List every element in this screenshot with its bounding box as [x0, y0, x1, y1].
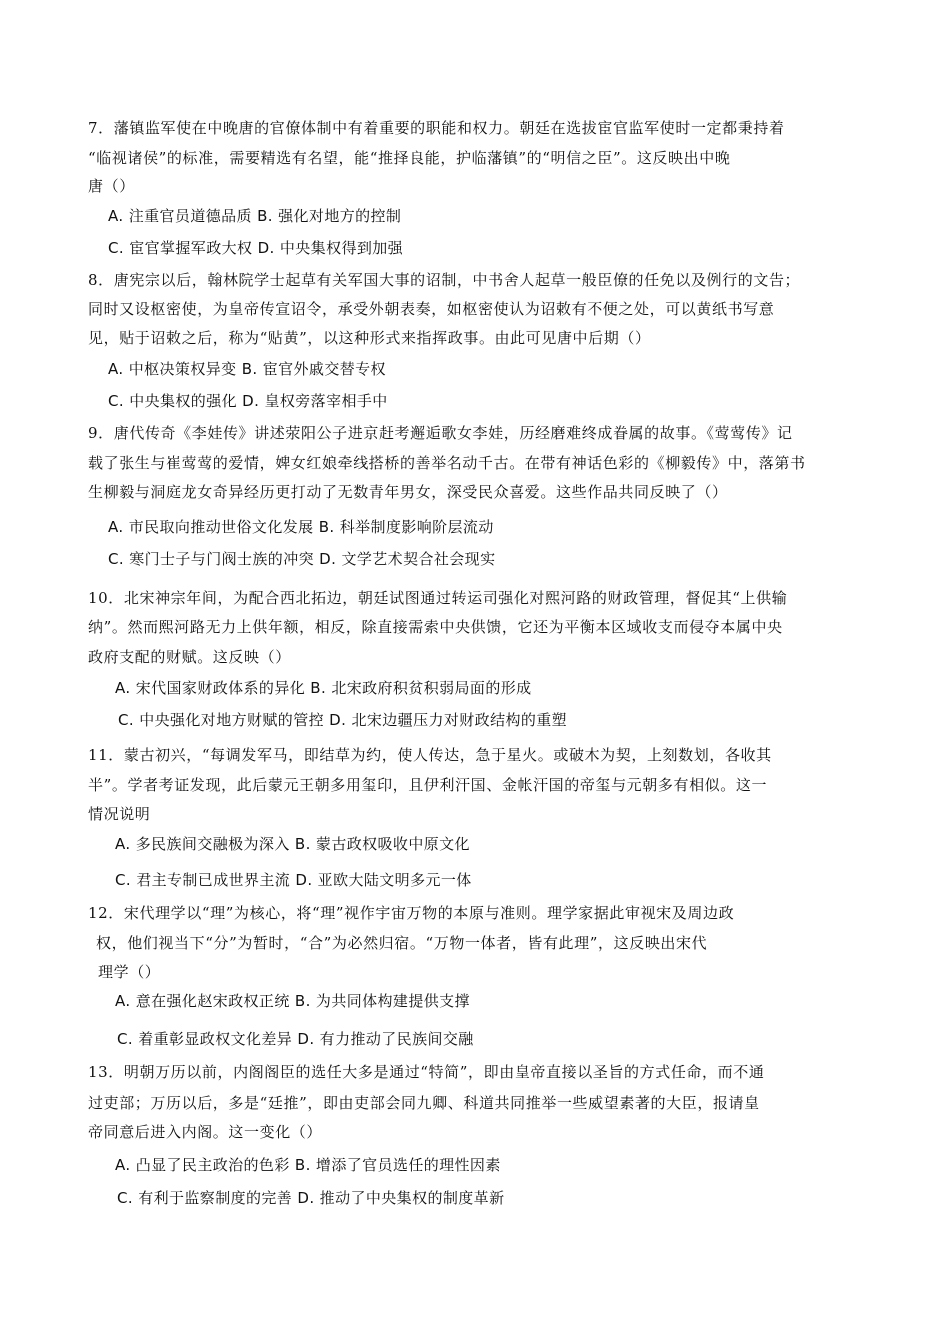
- answer-options-row: C. 宦官掌握军政大权 D. 中央集权得到加强: [108, 239, 404, 257]
- answer-options-row: C. 中央强化对地方财赋的管控 D. 北宋边疆压力对财政结构的重塑: [118, 711, 568, 729]
- answer-options-row: A. 凸显了民主政治的色彩 B. 增添了官员选任的理性因素: [115, 1156, 501, 1174]
- answer-options-row: C. 中央集权的强化 D. 皇权旁落宰相手中: [108, 392, 388, 410]
- question-text-line: 8．唐宪宗以后，翰林院学士起草有关军国大事的诏制，中书舍人起草一般臣僚的任免以及例行的文告；: [88, 271, 801, 289]
- question-text-line: 理学（）: [98, 963, 161, 981]
- question-text-line: 政府支配的财赋。这反映（）: [88, 648, 291, 666]
- question-text-line: 过吏部；万历以后，多是“廷推”，即由吏部会同九卿、科道共同推举一些威望素著的大臣，报请皇: [88, 1094, 760, 1112]
- question-text-line: 情况说明: [88, 805, 151, 823]
- answer-options-row: C. 君主专制已成世界主流 D. 亚欧大陆文明多元一体: [115, 871, 472, 889]
- question-text-line: 同时又设枢密使，为皇帝传宣诏令，承受外朝表奏，如枢密使认为诏敕有不便之处，可以黄纸书写意: [88, 300, 775, 318]
- question-text-line: 帝同意后进入内阁。这一变化（）: [88, 1123, 323, 1141]
- answer-options-row: C. 寒门士子与门阀士族的冲突 D. 文学艺术契合社会现实: [108, 550, 496, 568]
- question-text-line: “临视诸侯”的标准，需要精选有名望，能“推择良能，护临藩镇”的“明信之臣”。这反映出中晚: [88, 149, 731, 167]
- answer-options-row: A. 中枢决策权异变 B. 宦官外戚交替专权: [108, 360, 386, 378]
- question-text-line: 12．宋代理学以“理”为核心，将“理”视作宇宙万物的本原与准则。理学家据此审视宋及周边政: [88, 904, 735, 922]
- question-text-line: 权，他们视当下“分”为暂时，“合”为必然归宿。“万物一体者，皆有此理”，这反映出宋代: [96, 934, 708, 952]
- answer-options-row: C. 有利于监察制度的完善 D. 推动了中央集权的制度革新: [117, 1189, 505, 1207]
- answer-options-row: A. 市民取向推动世俗文化发展 B. 科举制度影响阶层流动: [108, 518, 494, 536]
- question-text-line: 13．明朝万历以前，内阁阁臣的选任大多是通过“特简”，即由皇帝直接以圣旨的方式任命，而不通: [88, 1063, 765, 1081]
- question-text-line: 生柳毅与洞庭龙女奇异经历更打动了无数青年男女，深受民众喜爱。这些作品共同反映了（）: [88, 483, 728, 501]
- answer-options-row: A. 多民族间交融极为深入 B. 蒙古政权吸收中原文化: [115, 835, 470, 853]
- answer-options-row: C. 着重彰显政权文化差异 D. 有力推动了民族间交融: [117, 1030, 474, 1048]
- answer-options-row: A. 宋代国家财政体系的异化 B. 北宋政府积贫积弱局面的形成: [115, 679, 532, 697]
- question-text-line: 10．北宋神宗年间，为配合西北拓边，朝廷试图通过转运司强化对熙河路的财政管理，督促其“上供输: [88, 589, 788, 607]
- question-text-line: 纳”。然而熙河路无力上供年额，相反，除直接需索中央供馈，它还为平衡本区域收支而侵夺本属中央: [88, 618, 783, 636]
- question-text-line: 载了张生与崔莺莺的爱情，婢女红娘牵线搭桥的善举名动千古。在带有神话色彩的《柳毅传》中，落第书: [88, 454, 806, 472]
- question-text-line: 见，贴于诏敕之后，称为“贴黄”，以这种形式来指挥政事。由此可见唐中后期（）: [88, 329, 651, 347]
- question-text-line: 唐（）: [88, 177, 135, 195]
- question-text-line: 半”。学者考证发现，此后蒙元王朝多用玺印，且伊利汗国、金帐汗国的帝玺与元朝多有相似。这一: [88, 776, 768, 794]
- question-text-line: 11．蒙古初兴，“每调发军马，即结草为约，使人传达，急于星火。或破木为契，上刻数划，各收其: [88, 746, 772, 764]
- question-text-line: 7．藩镇监军使在中晚唐的官僚体制中有着重要的职能和权力。朝廷在选拔宦官监军使时一定都秉持着: [88, 119, 785, 137]
- answer-options-row: A. 注重官员道德品质 B. 强化对地方的控制: [108, 207, 402, 225]
- answer-options-row: A. 意在强化赵宋政权正统 B. 为共同体构建提供支撑: [115, 992, 470, 1010]
- question-text-line: 9．唐代传奇《李娃传》讲述荥阳公子进京赶考邂逅歌女李娃，历经磨难终成眷属的故事。《莺莺传》记: [88, 424, 793, 442]
